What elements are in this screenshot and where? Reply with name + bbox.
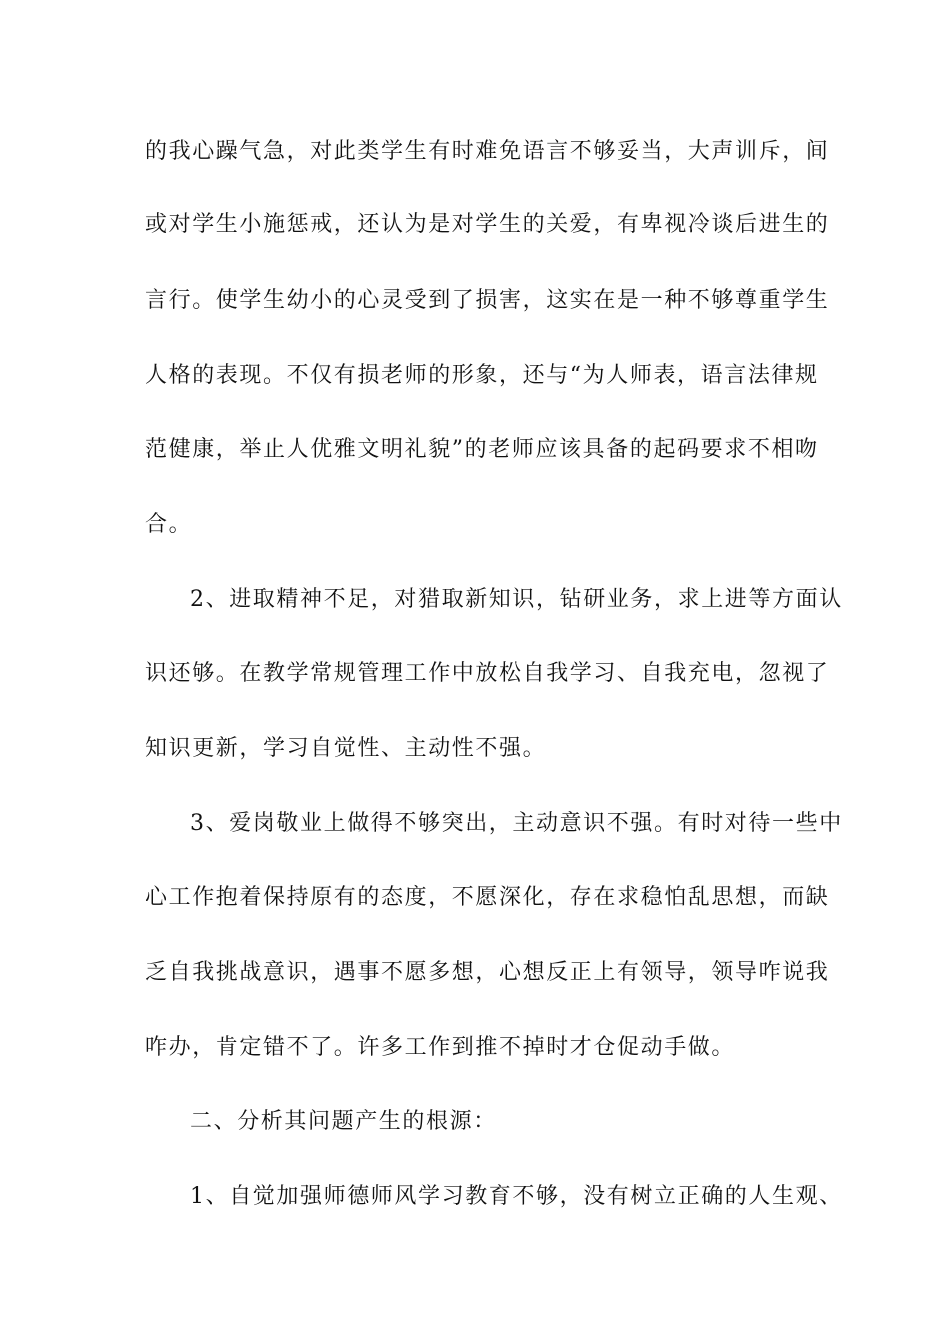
text-line: 的我心躁气急，对此类学生有时难免语言不够妥当，大声训斥，间 [145, 139, 830, 164]
text-line: 乏自我挑战意识，遇事不愿多想，心想反正上有领导，领导咋说我 [145, 960, 830, 985]
paragraph-2-start: 2、进取精神不足，对猎取新知识，钻研业务，求上进等方面认 [190, 587, 843, 612]
text-line: 人格的表现。不仅有损老师的形象，还与“为人师表，语言法律规 [145, 363, 819, 388]
text-line: 合。 [145, 512, 193, 537]
text-line: 言行。使学生幼小的心灵受到了损害，这实在是一种不够尊重学生 [145, 288, 830, 313]
section-heading: 二、分析其问题产生的根源： [190, 1109, 497, 1134]
paragraph-section-2-start: 1、自觉加强师德师风学习教育不够，没有树立正确的人生观、 [190, 1184, 843, 1209]
text-line: 心工作抱着保持原有的态度，不愿深化，存在求稳怕乱思想，而缺 [145, 885, 830, 910]
text-line: 范健康，举止人优雅文明礼貌”的老师应该具备的起码要求不相吻 [145, 437, 819, 462]
text-line: 咋办，肯定错不了。许多工作到推不掉时才仓促动手做。 [145, 1035, 736, 1060]
paragraph-3-start: 3、爱岗敬业上做得不够突出，主动意识不强。有时对待一些中 [190, 811, 843, 836]
text-line: 或对学生小施惩戒，还认为是对学生的关爱，有卑视冷谈后进生的 [145, 212, 830, 237]
text-line: 知识更新，学习自觉性、主动性不强。 [145, 736, 547, 761]
text-line: 识还够。在教学常规管理工作中放松自我学习、自我充电，忽视了 [145, 661, 830, 686]
